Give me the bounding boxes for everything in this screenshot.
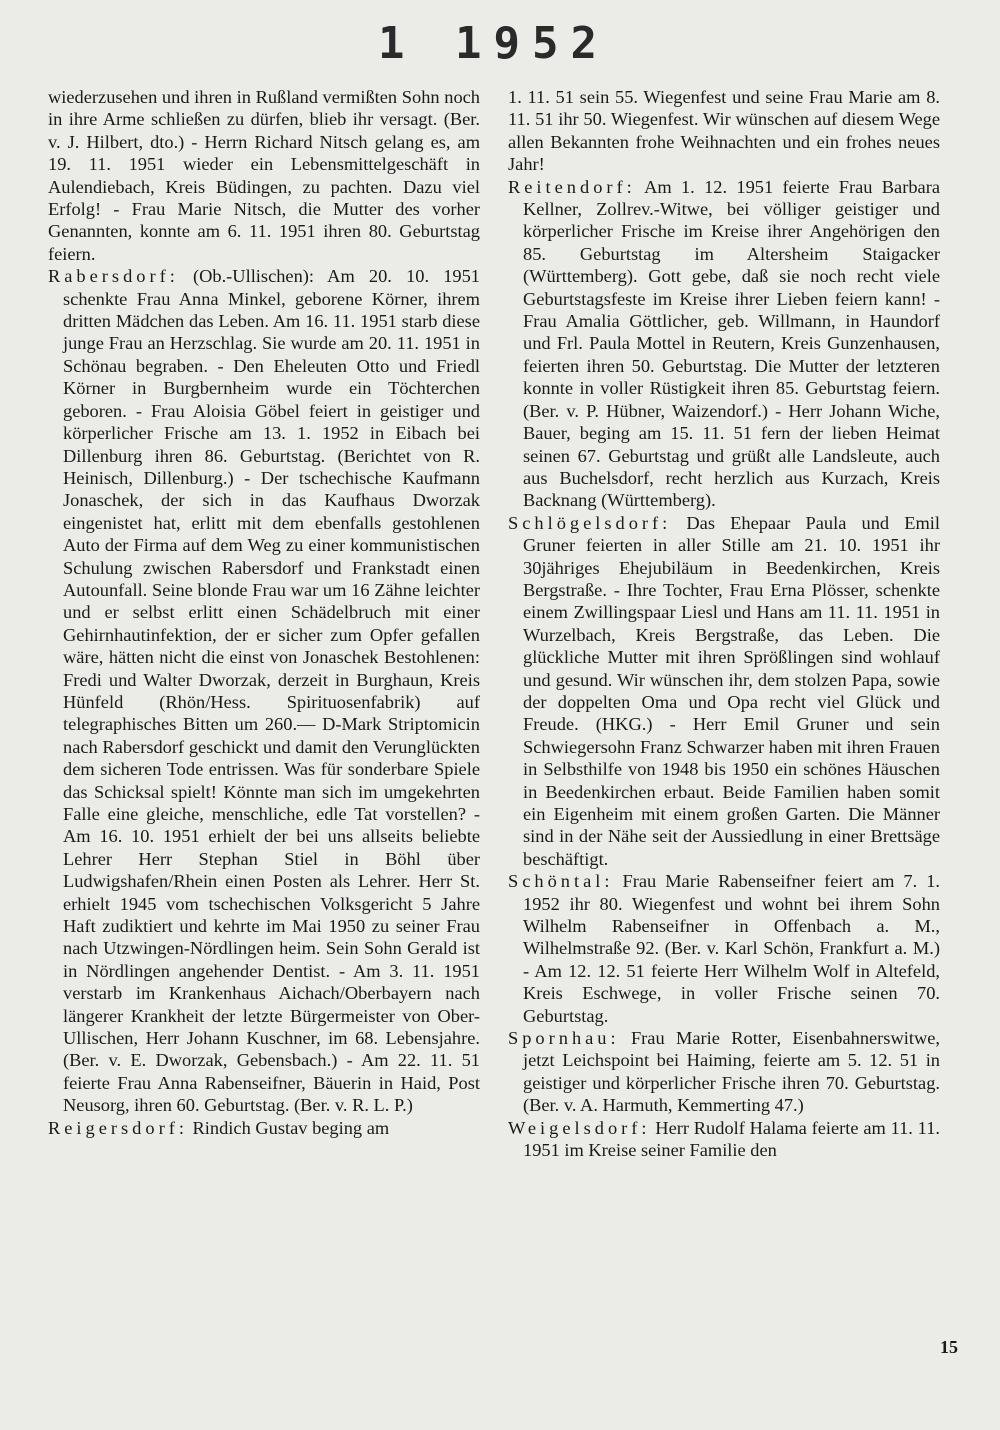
paragraph	[48, 86, 480, 265]
entry-text: Das Ehepaar Paula und Emil Gruner feierten in aller Stille am 21. 10. 1951 ihr 30jähriges Ehejubiläum in Beedenkirchen, Kreis Bergstraße. - Ihre Tochter, Frau Erna Plösser, schenkte einem Zwillingspaar Liesl und Hans am 11. 11. 1951 in Wurzelbach, Kreis Bergstraße, das Leben. Die glückliche Mutter mit ihren Sprößlingen sind wohlauf und gesund. Wir wünschen ihr, dem stolzen Papa, sowie der doppelten Oma und Opa recht viel Glück und Freude. (HKG.) - Herr Emil Gruner und sein Schwiegersohn Franz Schwarzer haben mit ihren Frauen in Selbsthilfe von 1948 bis 1950 ein schönes Häuschen in Beedenkirchen erbaut. Beide Familien haben somit ein Eigenheim mit einem großen Garten. Die Männer sind in der Nähe seit der Aussiedlung in einer Brettsäge beschäftigt.	[523, 512, 940, 869]
entry-text: Herr Rudolf Halama feierte am 11. 11. 1951 im Kreise seiner Familie den	[523, 1117, 940, 1161]
place-entry	[48, 265, 480, 1116]
place-name: Schöntal:	[508, 871, 614, 892]
place-name: Reitendorf:	[508, 176, 636, 197]
place-name: Reigersdorf:	[48, 1117, 188, 1138]
place-name: Weigelsdorf:	[508, 1117, 651, 1138]
place-entry	[508, 1117, 940, 1162]
paragraph-text: 1. 11. 51 sein 55. Wiegenfest und seine Frau Marie am 8. 11. 51 ihr 50. Wiegenfest. Wir wünschen auf diesem Wege allen Bekannten frohe Weihnachten und ein frohes neues Jahr!	[508, 87, 940, 175]
place-name: Spornhau:	[508, 1028, 620, 1049]
entry-text: Rindich Gustav beging am	[187, 1117, 390, 1138]
paragraph-text: wiederzusehen und ihren in Rußland vermißten Sohn noch in ihre Arme schließen zu dürfen, blieb ihr versagt. (Ber. v. J. Hilbert, dto.) - Herrn Richard Nitsch gelang es, am 19. 11. 1951 wieder ein Lebensmittelgeschäft in Aulendiebach, Kreis Büdingen, zu pachten. Dazu viel Erfolg! - Frau Marie Nitsch, die Mutter des vorher Genannten, konnte am 6. 11. 1951 ihren 80. Geburtstag feiern.	[48, 87, 480, 264]
place-name: Schlögelsdorf:	[508, 512, 672, 533]
place-name: Rabersdorf:	[48, 266, 179, 287]
right-column	[508, 86, 940, 1162]
place-entry	[508, 512, 940, 871]
place-entry	[508, 1027, 940, 1117]
place-entry	[508, 176, 940, 512]
date-stamp: 1 1952	[378, 18, 609, 69]
page-number: 15	[940, 1337, 958, 1357]
left-column	[48, 86, 480, 1139]
entry-text: Am 1. 12. 1951 feierte Frau Barbara Kellner, Zollrev.-Witwe, bei völliger geistiger und körperlicher Frische im Kreise ihrer Angehörigen den 85. Geburtstag im Altersheim Staigacker (Württemberg). Gott gebe, daß sie noch recht viele Geburtstagsfeste im Kreise ihrer Lieben feiern kann! - Frau Amalia Göttlicher, geb. Willmann, in Haundorf und Frl. Paula Mottel in Reutern, Kreis Gunzenhausen, feierten ihren 50. Geburtstag. Die Mutter der letzteren konnte in voller Rüstigkeit ihren 85. Geburtstag feiern. (Ber. v. P. Hübner, Waizendorf.) - Herr Johann Wiche, Bauer, beging am 15. 11. 51 fern der lieben Heimat seinen 67. Geburtstag und grüßt alle Landsleute, auch aus Buchelsdorf, recht herzlich aus Kurzach, Kreis Backnang (Württemberg).	[523, 176, 940, 511]
entry-text: Frau Marie Rotter, Eisenbahnerswitwe, jetzt Leichspoint bei Haiming, feierte am 5. 12. 51 in geistiger und körperlicher Frische ihren 70. Geburtstag. (Ber. v. A. Harmuth, Kemmerting 47.)	[523, 1028, 940, 1116]
place-entry	[508, 870, 940, 1027]
place-entry	[48, 1117, 480, 1139]
entry-text: Frau Marie Rabenseifner feiert am 7. 1. 1952 ihr 80. Wiegenfest und wohnt bei ihrem Sohn Wilhelm Rabenseifner in Offenbach a. M., Wilhelmstraße 92. (Ber. v. Karl Schön, Frankfurt a. M.) - Am 12. 12. 51 feierte Herr Wilhelm Wolf in Altefeld, Kreis Eschwege, in voller Frische seinen 70. Geburtstag.	[523, 871, 940, 1026]
paragraph	[508, 86, 940, 176]
entry-text: (Ob.-Ullischen): Am 20. 10. 1951 schenkte Frau Anna Minkel, geborene Körner, ihrem dritten Mädchen das Leben. Am 16. 11. 1951 starb diese junge Frau an Herzschlag. Sie wurde am 20. 11. 1951 in Schönau begraben. - Den Eheleuten Otto und Friedl Körner in Burgbernheim wurde ein Töchterchen geboren. - Frau Aloisia Göbel feiert in geistiger und körperlicher Frische am 13. 1. 1952 in Eibach bei Dillenburg ihren 86. Geburtstag. (Berichtet von R. Heinisch, Dillenburg.) - Der tschechische Kaufmann Jonaschek, der sich in das Kaufhaus Dworzak eingenistet hat, erlitt mit dem ebenfalls gestohlenen Auto der Firma auf dem Weg zu einer kommunistischen Schulung zwischen Rabersdorf und Frankstadt einen Autounfall. Seine blonde Frau war um 16 Zähne leichter und er selbst erlitt einen Schädelbruch mit einer Gehirnhautinfektion, der er sicher zum Opfer gefallen wäre, hätten nicht die einst von Jonaschek Bestohlenen: Fredi und Walter Dworzak, derzeit in Burghaun, Kreis Hünfeld (Rhön/Hess. Spirituosenfabrik) auf telegraphisches Bitten um 260.— D-Mark Striptomicin nach Rabersdorf geschickt und damit den Verunglückten dem sicheren Tode entrissen. Was für sonderbare Spiele das Schicksal spielt! Könnte man sich im umgekehrten Falle eine gleiche, menschliche, edle Tat vorstellen? - Am 16. 10. 1951 erhielt der bei uns allseits beliebte Lehrer Herr Stephan Stiel in Böhl über Ludwigshafen/Rhein einen Posten als Lehrer. Herr St. erhielt 1945 vom tschechischen Volksgericht 5 Jahre Haft zudiktiert und kehrte im Mai 1950 zu seiner Frau nach Utzwingen-Nördlingen heim. Sein Sohn Gerald ist in Nördlingen angehender Dentist. - Am 3. 11. 1951 verstarb im Krankenhaus Aichach/Oberbayern nach längerer Krankheit der letzte Bürgermeister von Ober-Ullischen, Herr Johann Kuschner, im 68. Lebensjahre. (Ber. v. E. Dworzak, Gebensbach.) - Am 22. 11. 51 feierte Frau Anna Rabenseifner, Bäuerin in Haid, Post Neusorg, ihren 60. Geburtstag. (Ber. v. R. L. P.)	[63, 266, 480, 1116]
